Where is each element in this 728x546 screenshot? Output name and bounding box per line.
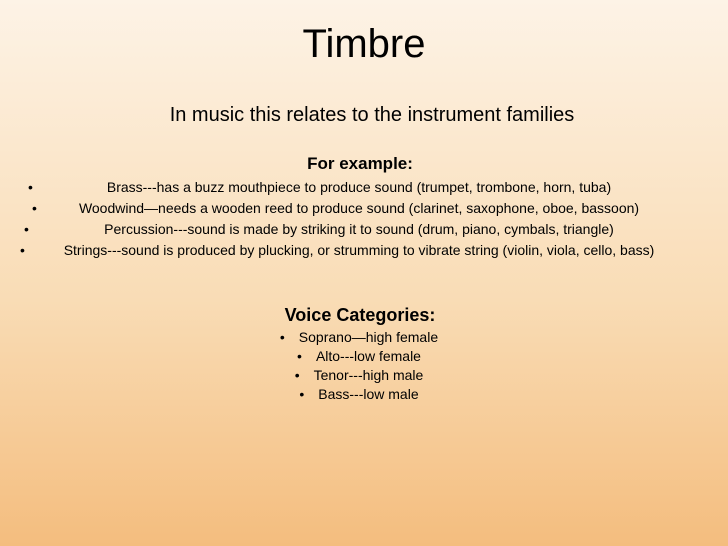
slide-subtitle: In music this relates to the instrument families [169,104,575,126]
slide-title: Timbre [302,22,426,66]
list-item-text: Woodwind—needs a wooden reed to produce sound (clarinet, saxophone, oboe, bassoon) [78,200,640,216]
bullet-icon: • [20,242,25,258]
instrument-family-list [20,179,674,264]
list-item [248,366,470,385]
bullet-icon: • [299,386,305,402]
list-item [28,179,674,195]
voices-heading-text: Voice Categories: [284,305,436,325]
list-item [24,221,674,237]
bullet-icon: • [28,179,33,195]
list-item-text: Alto---low female [315,348,421,364]
list-item-text: Percussion---sound is made by striking it to sound (drum, piano, cymbals, triangle) [104,221,614,237]
list-item [248,385,470,404]
bullet-icon: • [297,348,302,364]
list-item-text: Brass---has a buzz mouthpiece to produce sound (trumpet, trombone, horn, tuba) [106,179,612,195]
bullet-icon: • [279,329,285,345]
list-item-text: Bass---low male [318,386,419,402]
list-item [20,242,674,258]
list-item-text: Soprano—high female [298,329,439,345]
bullet-icon: • [294,367,300,383]
examples-heading-text: For example: [307,154,413,173]
list-item [248,328,470,347]
list-item-text: Strings---sound is produced by plucking, or strumming to vibrate string (violin, viola, cello, bass) [63,242,655,258]
list-item [248,347,470,366]
list-item-text: Tenor---high male [313,367,424,383]
voice-category-list [248,328,470,404]
list-item [32,200,674,216]
bullet-icon: • [32,200,37,216]
bullet-icon: • [24,221,29,237]
